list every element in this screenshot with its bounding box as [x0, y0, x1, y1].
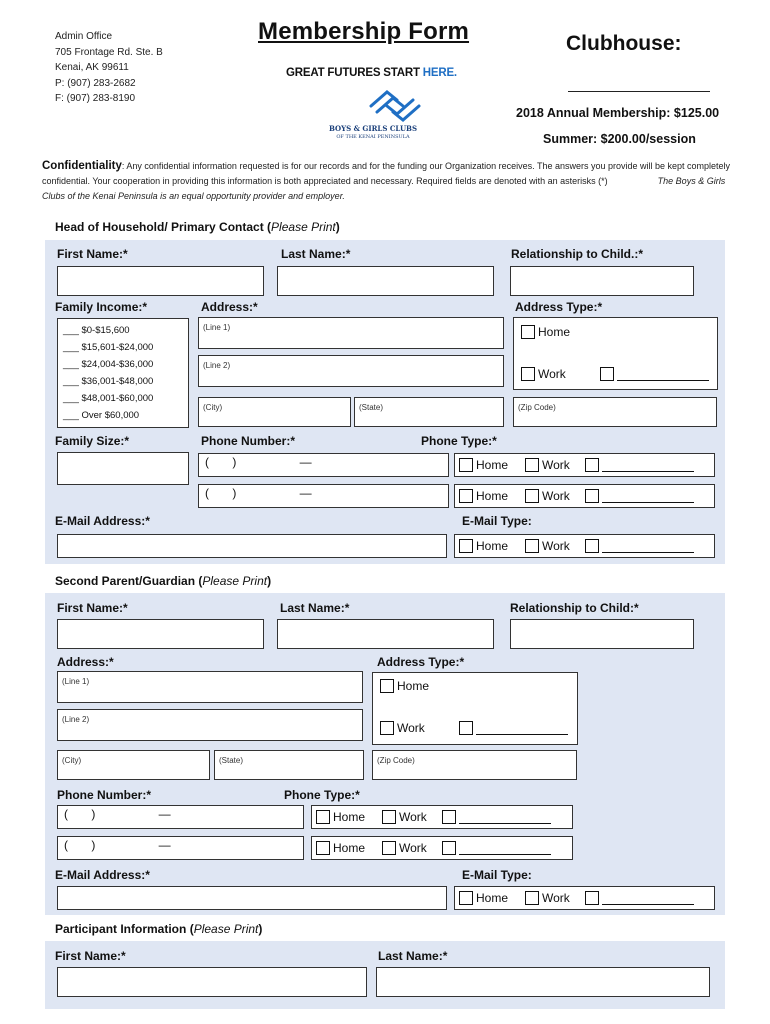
- second-first-name-input[interactable]: [57, 619, 264, 649]
- address-type-work[interactable]: [521, 367, 566, 381]
- email-type-work[interactable]: [525, 539, 570, 553]
- work-label: Work: [542, 489, 570, 503]
- primary-last-name-input[interactable]: [277, 266, 494, 296]
- home-label: Home: [333, 810, 366, 824]
- other-blank[interactable]: [459, 842, 551, 855]
- work-label: Work: [399, 810, 427, 824]
- primary-title-text: Head of Household/ Primary Contact: [55, 220, 268, 234]
- primary-phone1-input[interactable]: [198, 453, 449, 477]
- checkbox-icon[interactable]: [525, 458, 539, 472]
- work-label: Work: [397, 721, 425, 735]
- second-relationship-label: Relationship to Child:*: [510, 601, 639, 615]
- checkbox-icon[interactable]: [316, 810, 330, 824]
- income-option[interactable]: ___ $15,601-$24,000: [63, 342, 154, 353]
- checkbox-icon[interactable]: [382, 841, 396, 855]
- phone-type-home[interactable]: [316, 810, 365, 824]
- primary-last-name-label: Last Name:*: [281, 247, 351, 261]
- second-phone1-type: [311, 805, 573, 829]
- checkbox-icon[interactable]: [459, 539, 473, 553]
- club-logo-icon: [345, 88, 445, 124]
- line2-hint: (Line 2): [203, 361, 231, 370]
- second-title-text: Second Parent/Guardian: [55, 574, 199, 588]
- second-zip-input[interactable]: [372, 750, 577, 780]
- tagline: [286, 67, 457, 79]
- primary-address-type-label: Address Type:*: [515, 300, 603, 314]
- second-email-type-label: E-Mail Type:: [462, 868, 532, 882]
- email-type-other[interactable]: [585, 891, 694, 905]
- summer-fee: Summer: $200.00/session: [543, 132, 696, 146]
- participant-section-title: Participant Information (Please Print): [55, 922, 263, 936]
- second-phone2-type: [311, 836, 573, 860]
- checkbox-icon[interactable]: [382, 810, 396, 824]
- second-phone2-input[interactable]: [57, 836, 304, 860]
- tagline-main: GREAT FUTURES START: [286, 67, 423, 79]
- family-size-input[interactable]: [57, 452, 189, 485]
- family-size-label: Family Size:*: [55, 434, 130, 448]
- phone-type-other[interactable]: [442, 841, 551, 855]
- primary-phone1-type: [454, 453, 715, 477]
- email-type-other[interactable]: [585, 539, 694, 553]
- equal-opportunity-note: The Boys & Girls Clubs of the Kenai Peninsula is an equal opportunity provider and employer.: [42, 176, 726, 201]
- primary-zip-input[interactable]: [513, 397, 717, 427]
- primary-phone2-type: [454, 484, 715, 508]
- second-city-input[interactable]: [57, 750, 210, 780]
- phone-type-other[interactable]: [442, 810, 551, 824]
- work-label: Work: [399, 841, 427, 855]
- checkbox-icon[interactable]: [459, 891, 473, 905]
- confidentiality-label: Confidentiality: [42, 160, 122, 172]
- checkbox-icon[interactable]: [380, 679, 394, 693]
- address-type-other[interactable]: [600, 367, 709, 381]
- second-section-title: Second Parent/Guardian (Please Print): [55, 574, 272, 588]
- primary-phone-type-label: Phone Type:*: [421, 434, 497, 448]
- clubhouse-input-line[interactable]: [568, 90, 710, 92]
- address-type-work[interactable]: [380, 721, 425, 735]
- annual-fee: 2018 Annual Membership: $125.00: [516, 106, 720, 120]
- work-label: Work: [542, 891, 570, 905]
- second-last-name-input[interactable]: [277, 619, 494, 649]
- zip-hint: (Zip Code): [518, 403, 556, 412]
- please-print: Please Print: [202, 574, 268, 588]
- home-label: Home: [397, 679, 430, 693]
- home-label: Home: [476, 891, 509, 905]
- work-label: Work: [538, 367, 566, 381]
- second-address-type-box: [372, 672, 578, 745]
- participant-last-name-label: Last Name:*: [378, 949, 448, 963]
- state-hint: (State): [359, 403, 384, 412]
- work-label: Work: [542, 458, 570, 472]
- second-email-input[interactable]: [57, 886, 447, 910]
- email-type-home[interactable]: [459, 539, 508, 553]
- primary-relationship-input[interactable]: [510, 266, 694, 296]
- participant-first-name-input[interactable]: [57, 967, 367, 997]
- checkbox-icon[interactable]: [525, 891, 539, 905]
- other-blank[interactable]: [602, 490, 694, 503]
- confidentiality-text: : Any confidential information requested is for our records and for the funding our Organization receives. The answers you provide will be kept completely confidential. Your cooperation in providing this information is both appreciated and necessary. Required fields are denoted with an asterisks (*): [42, 161, 731, 186]
- checkbox-icon[interactable]: [380, 721, 394, 735]
- tagline-accent: HERE.: [422, 67, 457, 79]
- phone-type-home[interactable]: [316, 841, 365, 855]
- primary-address-line2[interactable]: [198, 355, 504, 387]
- primary-address-label: Address:*: [201, 300, 258, 314]
- home-label: Home: [476, 539, 509, 553]
- checkbox-icon[interactable]: [442, 810, 456, 824]
- second-email-type: [454, 886, 715, 910]
- second-email-label: E-Mail Address:*: [55, 868, 150, 882]
- address-line: F: (907) 283-8190: [55, 93, 136, 104]
- other-blank[interactable]: [476, 722, 568, 735]
- confidentiality-notice: [42, 159, 732, 204]
- second-first-name-label: First Name:*: [57, 601, 128, 615]
- address-type-other[interactable]: [459, 721, 568, 735]
- second-phone-type-label: Phone Type:*: [284, 788, 360, 802]
- primary-city-input[interactable]: [198, 397, 351, 427]
- checkbox-icon[interactable]: [316, 841, 330, 855]
- primary-email-input[interactable]: [57, 534, 447, 558]
- second-address-line2[interactable]: [57, 709, 363, 741]
- phone-template: ( ) —: [64, 807, 171, 821]
- participant-first-name-label: First Name:*: [55, 949, 126, 963]
- checkbox-icon[interactable]: [442, 841, 456, 855]
- admin-address: [55, 29, 163, 107]
- phone-type-other[interactable]: [585, 458, 694, 472]
- checkbox-icon[interactable]: [525, 489, 539, 503]
- logo-subtitle: OF THE KENAI PENINSULA: [336, 134, 410, 140]
- checkbox-icon[interactable]: [459, 721, 473, 735]
- primary-address-type-box: [513, 317, 718, 390]
- income-option[interactable]: ___ Over $60,000: [63, 410, 140, 421]
- logo-name: BOYS & GIRLS CLUBS: [328, 124, 418, 133]
- address-type-home[interactable]: [380, 679, 429, 693]
- zip-hint: (Zip Code): [377, 756, 415, 765]
- family-income-label: Family Income:*: [55, 300, 148, 314]
- income-option[interactable]: ___ $36,001-$48,000: [63, 376, 154, 387]
- phone-type-work[interactable]: [382, 841, 427, 855]
- participant-title-text: Participant Information: [55, 922, 190, 936]
- checkbox-icon[interactable]: [585, 489, 599, 503]
- primary-relationship-label: Relationship to Child.:*: [511, 247, 643, 261]
- second-phone-label: Phone Number:*: [57, 788, 152, 802]
- state-hint: (State): [219, 756, 244, 765]
- family-income-options: [57, 318, 189, 428]
- income-option[interactable]: ___ $0-$15,600: [63, 325, 130, 336]
- phone-type-work[interactable]: [525, 458, 570, 472]
- second-address-type-label: Address Type:*: [377, 655, 465, 669]
- home-label: Home: [538, 325, 571, 339]
- second-state-input[interactable]: [214, 750, 364, 780]
- work-label: Work: [542, 539, 570, 553]
- phone-template: ( ) —: [205, 455, 312, 469]
- income-option[interactable]: ___ $24,004-$36,000: [63, 359, 154, 370]
- checkbox-icon[interactable]: [521, 325, 535, 339]
- second-address-line1[interactable]: [57, 671, 363, 703]
- other-blank[interactable]: [602, 892, 694, 905]
- primary-first-name-label: First Name:*: [57, 247, 128, 261]
- primary-email-type-label: E-Mail Type:: [462, 514, 532, 528]
- primary-phone2-input[interactable]: [198, 484, 449, 508]
- phone-template: ( ) —: [205, 486, 312, 500]
- logo-wordmark: [318, 125, 428, 141]
- other-blank[interactable]: [617, 368, 709, 381]
- participant-last-name-input[interactable]: [376, 967, 710, 997]
- home-label: Home: [476, 489, 509, 503]
- second-relationship-input[interactable]: [510, 619, 694, 649]
- please-print: Please Print: [193, 922, 259, 936]
- address-line: Kenai, AK 99611: [55, 62, 129, 73]
- city-hint: (City): [203, 403, 223, 412]
- checkbox-icon[interactable]: [585, 539, 599, 553]
- phone-type-work[interactable]: [382, 810, 427, 824]
- checkbox-icon[interactable]: [585, 458, 599, 472]
- second-last-name-label: Last Name:*: [280, 601, 350, 615]
- clubhouse-label: Clubhouse:: [566, 32, 682, 55]
- primary-email-type: [454, 534, 715, 558]
- phone-type-home[interactable]: [459, 458, 508, 472]
- address-type-home[interactable]: [521, 325, 570, 339]
- other-blank[interactable]: [602, 459, 694, 472]
- please-print: Please Print: [271, 220, 336, 234]
- checkbox-icon[interactable]: [521, 367, 535, 381]
- primary-email-label: E-Mail Address:*: [55, 514, 150, 528]
- second-address-label: Address:*: [57, 655, 114, 669]
- other-blank[interactable]: [459, 811, 551, 824]
- page-title: Membership Form: [258, 18, 470, 45]
- checkbox-icon[interactable]: [525, 539, 539, 553]
- checkbox-icon[interactable]: [600, 367, 614, 381]
- checkbox-icon[interactable]: [459, 458, 473, 472]
- email-type-work[interactable]: [525, 891, 570, 905]
- income-option[interactable]: ___ $48,001-$60,000: [63, 393, 154, 404]
- line2-hint: (Line 2): [62, 715, 90, 724]
- primary-state-input[interactable]: [354, 397, 504, 427]
- phone-type-work[interactable]: [525, 489, 570, 503]
- address-line: 705 Frontage Rd. Ste. B: [55, 46, 163, 58]
- checkbox-icon[interactable]: [585, 891, 599, 905]
- other-blank[interactable]: [602, 540, 694, 553]
- home-label: Home: [333, 841, 366, 855]
- primary-phone-label: Phone Number:*: [201, 434, 296, 448]
- phone-type-home[interactable]: [459, 489, 508, 503]
- home-label: Home: [476, 458, 509, 472]
- primary-first-name-input[interactable]: [57, 266, 264, 296]
- line1-hint: (Line 1): [62, 677, 90, 686]
- city-hint: (City): [62, 756, 82, 765]
- address-line: P: (907) 283-2682: [55, 77, 136, 89]
- line1-hint: (Line 1): [203, 323, 231, 332]
- email-type-home[interactable]: [459, 891, 508, 905]
- checkbox-icon[interactable]: [459, 489, 473, 503]
- primary-address-line1[interactable]: [198, 317, 504, 349]
- address-line: Admin Office: [55, 31, 113, 42]
- phone-template: ( ) —: [64, 838, 171, 852]
- primary-section-title: Head of Household/ Primary Contact (Please Print): [55, 220, 340, 234]
- phone-type-other[interactable]: [585, 489, 694, 503]
- second-phone1-input[interactable]: [57, 805, 304, 829]
